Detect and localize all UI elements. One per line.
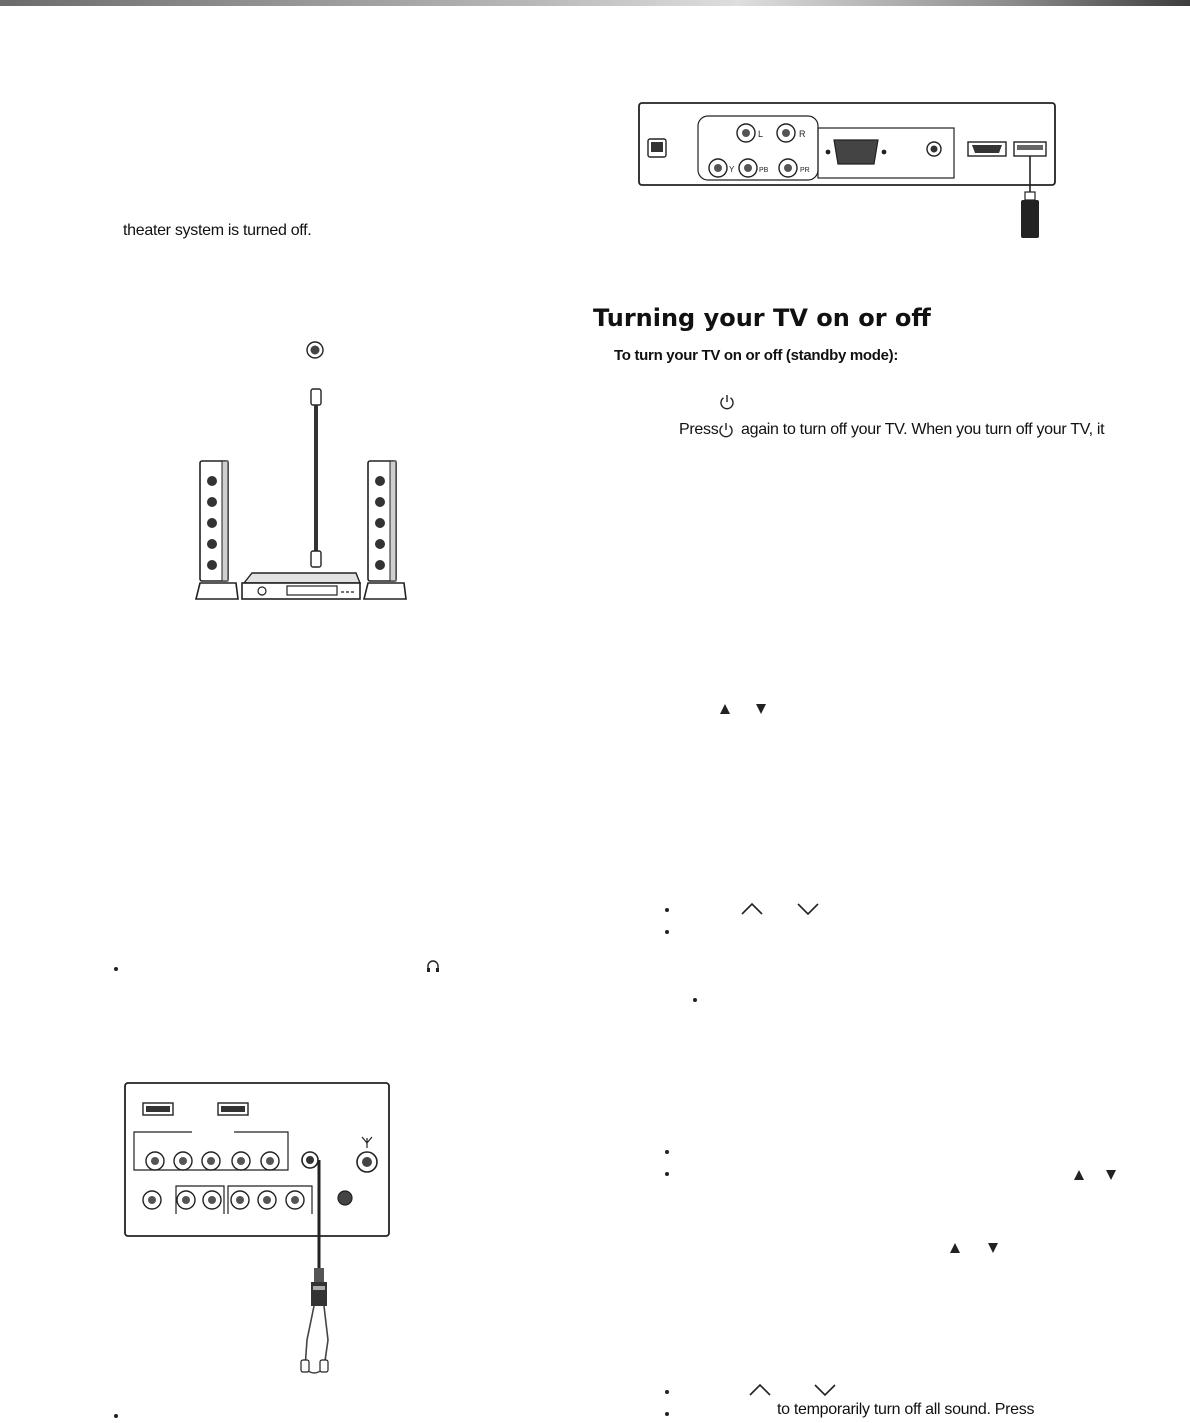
digital-audio-jack-icon (306, 341, 324, 359)
bullet (693, 998, 697, 1002)
component-pr-label: PR (800, 167, 810, 174)
headphone-icon (426, 959, 440, 973)
theater-note-text: theater system is turned off. (123, 222, 312, 239)
audio-left-label: L (758, 129, 764, 139)
power-icon (718, 422, 734, 438)
triangle-up-icon (719, 703, 731, 715)
home-theater-illustration (192, 385, 410, 603)
triangle-up-icon (949, 1242, 961, 1254)
chevron-down-icon (796, 902, 820, 916)
mute-text: to temporarily turn off all sound. Press (777, 1401, 1035, 1418)
triangle-down-icon (1105, 1169, 1117, 1181)
power-icon (719, 394, 735, 410)
bullet (114, 967, 118, 971)
section-heading: Turning your TV on or off (593, 304, 931, 332)
receiver-icon (242, 573, 360, 599)
triangle-down-icon (755, 703, 767, 715)
bullet (665, 1172, 669, 1176)
chevron-down-icon (813, 1383, 837, 1397)
triangle-up-icon (1073, 1169, 1085, 1181)
side-panel-usb-illustration (638, 102, 1058, 244)
audio-right-label: R (799, 129, 806, 139)
left-speaker-icon (196, 461, 238, 599)
component-pb-label: PB (759, 167, 769, 174)
triangle-down-icon (987, 1242, 999, 1254)
bullet (665, 1390, 669, 1394)
chevron-up-icon (748, 1383, 772, 1397)
bullet (665, 1412, 669, 1416)
bullet (665, 930, 669, 934)
chevron-up-icon (740, 902, 764, 916)
right-speaker-icon (364, 461, 406, 599)
component-y-label: Y (729, 165, 735, 174)
bullet (665, 1150, 669, 1154)
procedure-heading: To turn your TV on or off (standby mode): (614, 347, 899, 364)
press-again-text: again to turn off your TV. When you turn off your TV, it (741, 421, 1105, 438)
press-text: Press (679, 421, 719, 438)
side-panel-headphone-illustration (124, 1082, 390, 1382)
bullet (665, 908, 669, 912)
bullet (114, 1414, 118, 1418)
page-header-bar (0, 0, 1190, 6)
